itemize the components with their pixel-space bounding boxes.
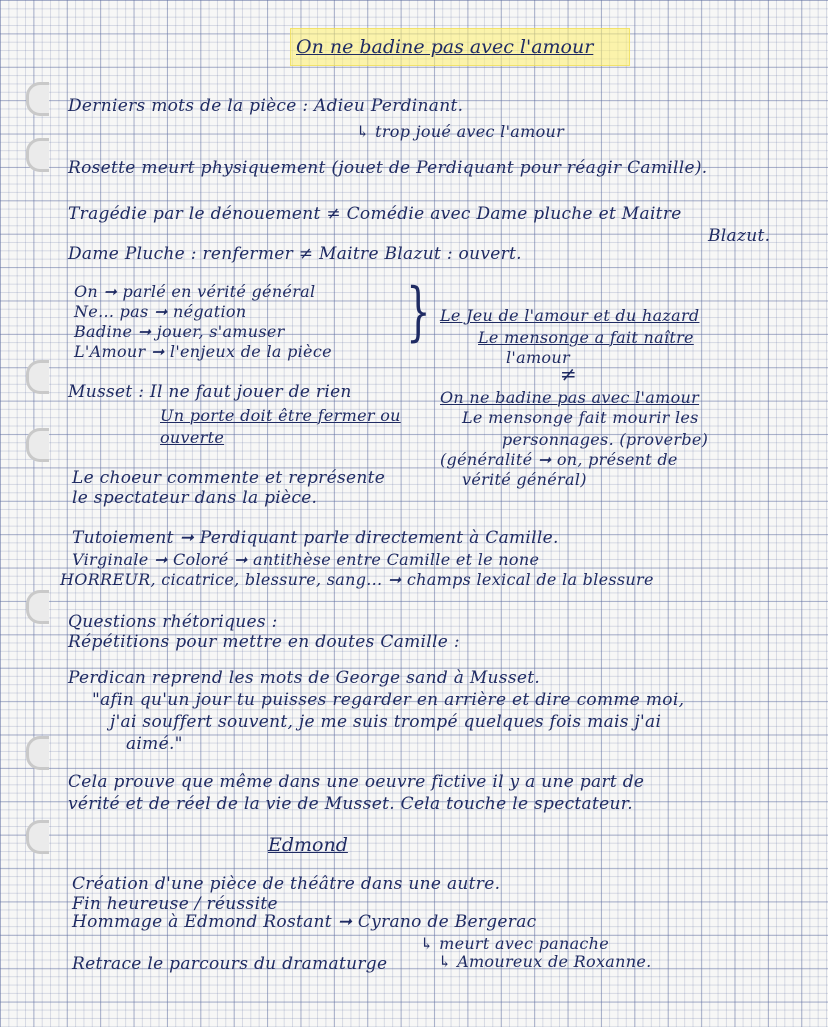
- note-line: Tragédie par le dénouement ≠ Comédie avec Dame pluche et Maitre: [68, 204, 682, 224]
- note-line: "afin qu'un jour tu puisses regarder en arrière et dire comme moi,: [92, 690, 685, 710]
- note-line: vérité général): [462, 470, 587, 489]
- note-line: Hommage à Edmond Rostant ➞ Cyrano de Bergerac: [72, 912, 537, 932]
- note-line: personnages. (proverbe): [502, 430, 709, 449]
- note-line: Le choeur commente et représente: [72, 468, 386, 488]
- note-line: Le mensonge a fait naître: [478, 328, 694, 347]
- note-line: Tutoiement ➞ Perdiquant parle directement à Camille.: [72, 528, 559, 548]
- binder-ring: [26, 590, 49, 624]
- note-line: le spectateur dans la pièce.: [72, 488, 318, 508]
- note-line: Répétitions pour mettre en doutes Camille :: [68, 632, 460, 652]
- page-title: On ne badine pas avec l'amour: [296, 36, 594, 58]
- note-line: Badine ➞ jouer, s'amuser: [74, 322, 285, 341]
- note-line: Cela prouve que même dans une oeuvre fictive il y a une part de: [68, 772, 645, 792]
- note-line: aimé.": [126, 734, 183, 754]
- note-line: Rosette meurt physiquement (jouet de Perdiquant pour réagir Camille).: [68, 158, 708, 178]
- note-line: l'amour: [506, 348, 570, 367]
- note-line: Questions rhétoriques :: [68, 612, 278, 632]
- note-line: ↳ trop joué avec l'amour: [356, 122, 565, 141]
- note-line: On ➞ parlé en vérité général: [74, 282, 316, 301]
- binder-ring: [26, 428, 49, 462]
- note-line: Un porte doit être fermer ou: [160, 406, 401, 425]
- note-line: Virginale ➞ Coloré ➞ antithèse entre Camille et le none: [72, 550, 540, 569]
- binder-ring: [26, 360, 49, 394]
- note-line: L'Amour ➞ l'enjeux de la pièce: [74, 342, 332, 361]
- note-line: Fin heureuse / réussite: [72, 894, 278, 914]
- note-line: vérité et de réel de la vie de Musset. Cela touche le spectateur.: [68, 794, 633, 814]
- note-line: HORREUR, cicatrice, blessure, sang... ➞ champs lexical de la blessure: [60, 570, 654, 589]
- note-line: Le Jeu de l'amour et du hazard: [440, 306, 700, 325]
- note-line: ↳ meurt avec panache: [420, 934, 610, 953]
- binder-ring: [26, 820, 49, 854]
- note-line: Dame Pluche : renfermer ≠ Maitre Blazut : ouvert.: [68, 244, 522, 264]
- note-line: ouverte: [160, 428, 225, 447]
- note-line: Derniers mots de la pièce : Adieu Perdinant.: [68, 96, 464, 116]
- note-line: Ne... pas ➞ négation: [74, 302, 247, 321]
- note-line: Musset : Il ne faut jouer de rien: [68, 382, 352, 402]
- note-line: Perdican reprend les mots de George sand à Musset.: [68, 668, 541, 688]
- note-line: Retrace le parcours du dramaturge: [72, 954, 388, 974]
- note-line: ↳ Amoureux de Roxanne.: [438, 952, 652, 971]
- note-line: On ne badine pas avec l'amour: [440, 388, 700, 407]
- binder-ring: [26, 138, 49, 172]
- binder-ring: [26, 82, 49, 116]
- note-line: Blazut.: [708, 226, 771, 246]
- note-line: Le mensonge fait mourir les: [462, 408, 699, 427]
- section-heading: Edmond: [268, 834, 348, 856]
- note-line: j'ai souffert souvent, je me suis trompé quelques fois mais j'ai: [110, 712, 662, 732]
- not-equal-symbol: ≠: [560, 362, 577, 386]
- curly-brace: }: [406, 275, 431, 349]
- note-line: Création d'une pièce de théâtre dans une autre.: [72, 874, 501, 894]
- note-line: (généralité ➞ on, présent de: [440, 450, 678, 469]
- binder-ring: [26, 736, 49, 770]
